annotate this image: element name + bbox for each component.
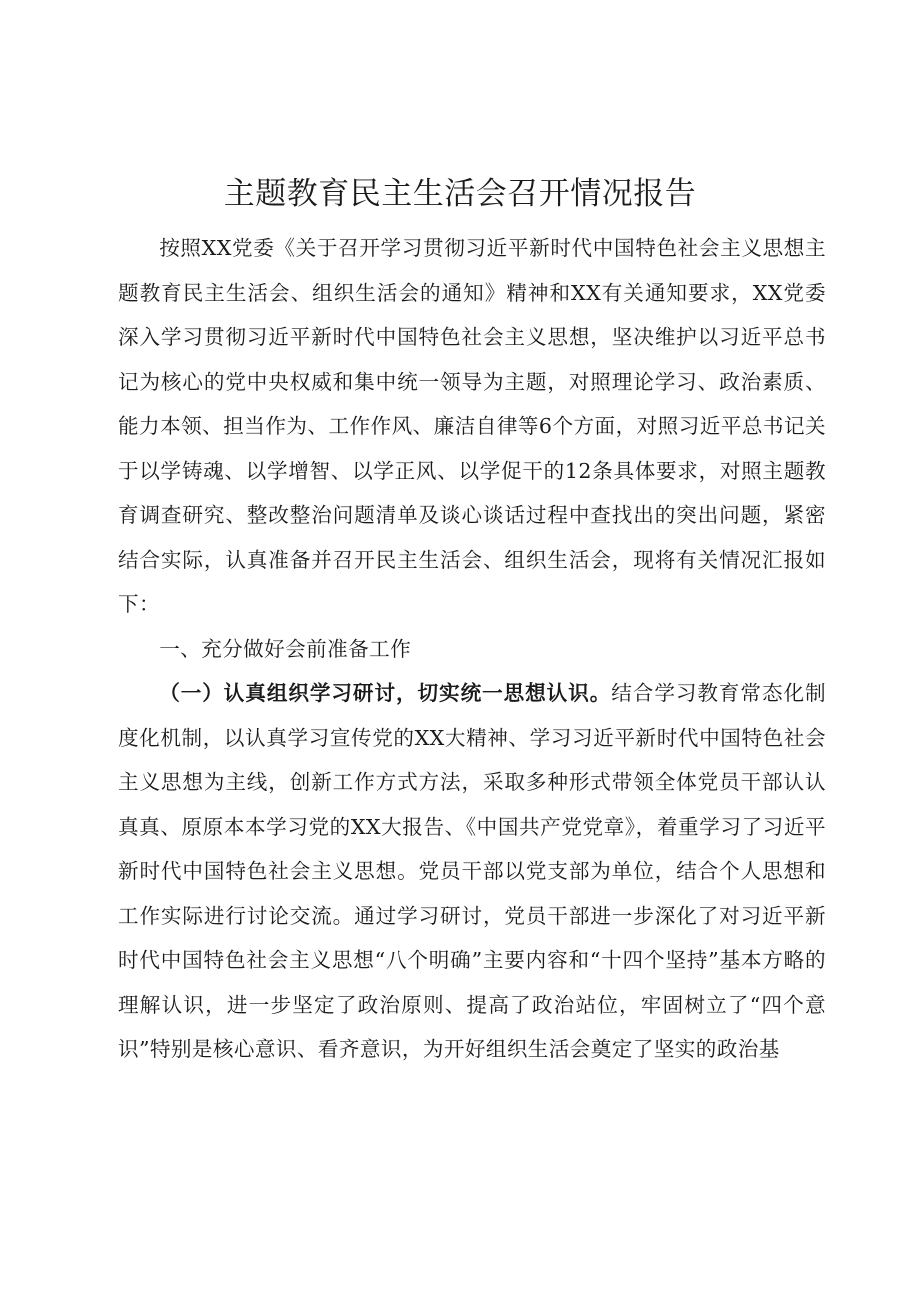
subsection-paragraph bbox=[118, 671, 826, 1072]
intro-paragraph: 按照XX党委《关于召开学习贯彻习近平新时代中国特色社会主义思想主题教育民主生活会、组织生活会的通知》精神和XX有关通知要求，XX党委深入学习贯彻习近平新时代中国特色社会主义思想，坚决维护以习近平总书记为核心的党中央权威和集中统一领导为主题，对照理论学习、政治素质、能力本领、担当作为、工作作风、廉洁自律等6个方面，对照习近平总书记关于以学铸魂、以学增智、以学正风、以学促干的12条具体要求，对照主题教育调查研究、整改整治问题清单及谈心谈话过程中查找出的突出问题，紧密结合实际，认真准备并召开民主生活会、组织生活会，现将有关情况汇报如下： bbox=[118, 236, 826, 616]
subsection-text: 结合学习教育常态化制度化机制，以认真学习宣传党的XX大精神、学习习近平新时代中国特色社会主义思想为主线，创新工作方式方法，采取多种形式带领全体党员干部认认真真、原原本本学习党的XX大报告、《中国共产党党章》，着重学习了习近平新时代中国特色社会主义思想。党员干部以党支部为单位，结合个人思想和工作实际进行讨论交流。通过学习研讨，党员干部进一步深化了对习近平新时代中国特色社会主义思想“八个明确”主要内容和“十四个坚持”基本方略的理解认识，进一步坚定了政治原则、提高了政治站位，牢固树立了“四个意识”特别是核心意识、看齐意识，为开好组织生活会奠定了坚实的政治基 bbox=[118, 681, 827, 1061]
section-heading: 一、充分做好会前准备工作 bbox=[159, 636, 412, 661]
document-body bbox=[118, 226, 826, 1072]
document-title: 主题教育民主生活会召开情况报告 bbox=[223, 176, 697, 212]
subsection-heading: （一）认真组织学习研讨，切实统一思想认识。 bbox=[159, 681, 612, 705]
